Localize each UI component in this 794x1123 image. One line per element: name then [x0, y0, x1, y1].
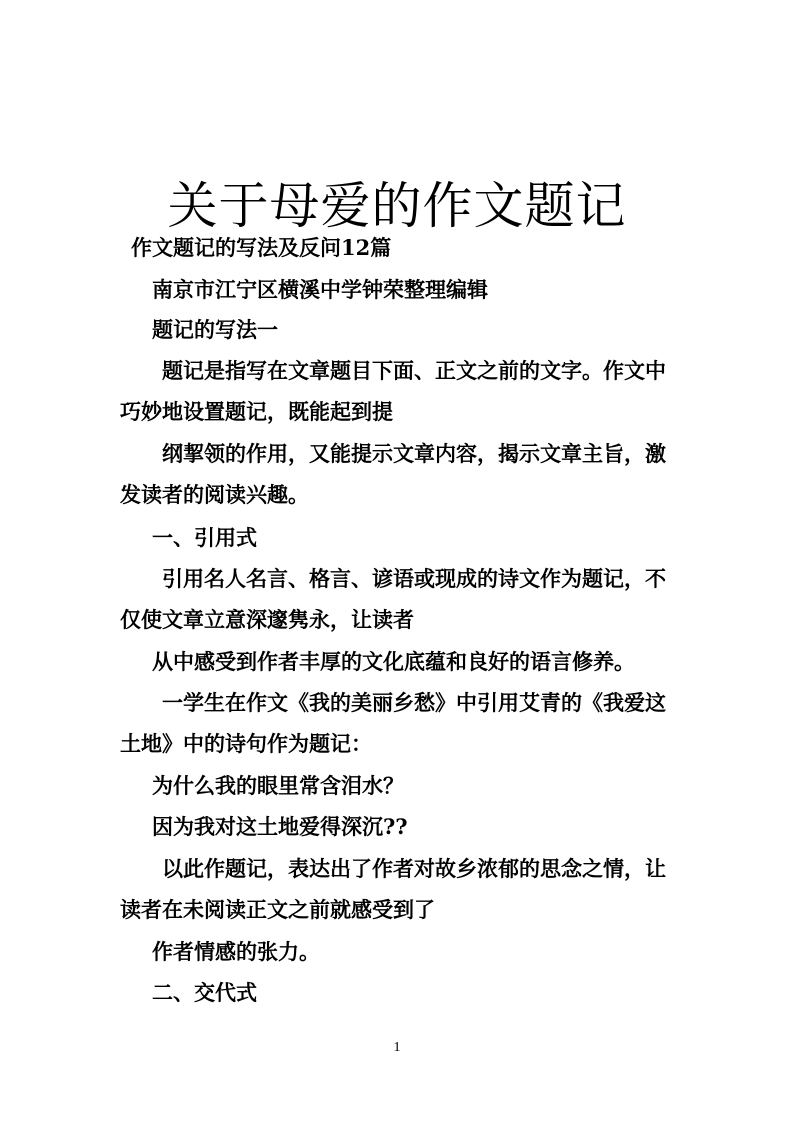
text-line: 题记的写法一 — [152, 317, 278, 342]
document-title: 关于母爱的作文题记 — [167, 176, 627, 235]
text-line: 因为我对这土地爱得深沉?? — [152, 814, 408, 839]
text-line: 作文题记的写法及反问12篇 — [131, 235, 392, 260]
text-line: 南京市江宁区横溪中学钟荣整理编辑 — [152, 277, 488, 302]
text-line: 发读者的阅读兴趣。 — [120, 482, 309, 507]
text-line: 以此作题记，表达出了作者对故乡浓郁的思念之情，让 — [162, 856, 666, 881]
text-line: 巧妙地设置题记，既能起到提 — [120, 399, 393, 424]
text-line: 为什么我的眼里常含泪水？ — [152, 773, 404, 798]
text-line: 二、交代式 — [152, 980, 257, 1005]
text-line: 从中感受到作者丰厚的文化底蕴和良好的语言修养。 — [152, 649, 635, 674]
text-line: 题记是指写在文章题目下面、正文之前的文字。作文中 — [162, 358, 666, 383]
text-line: 作者情感的张力。 — [152, 939, 320, 964]
page-number: 1 — [393, 1040, 401, 1055]
text-line: 引用名人名言、格言、谚语或现成的诗文作为题记，不 — [162, 566, 666, 591]
text-line: 纲挈领的作用，又能提示文章内容，揭示文章主旨，激 — [162, 441, 666, 466]
text-line: 一学生在作文《我的美丽乡愁》中引用艾青的《我爱这 — [162, 690, 666, 715]
text-line: 土地》中的诗句作为题记： — [120, 731, 372, 756]
text-line: 读者在未阅读正文之前就感受到了 — [120, 897, 435, 922]
text-line: 仅使文章立意深邃隽永，让读者 — [120, 607, 414, 632]
text-line: 一、引用式 — [152, 525, 257, 550]
